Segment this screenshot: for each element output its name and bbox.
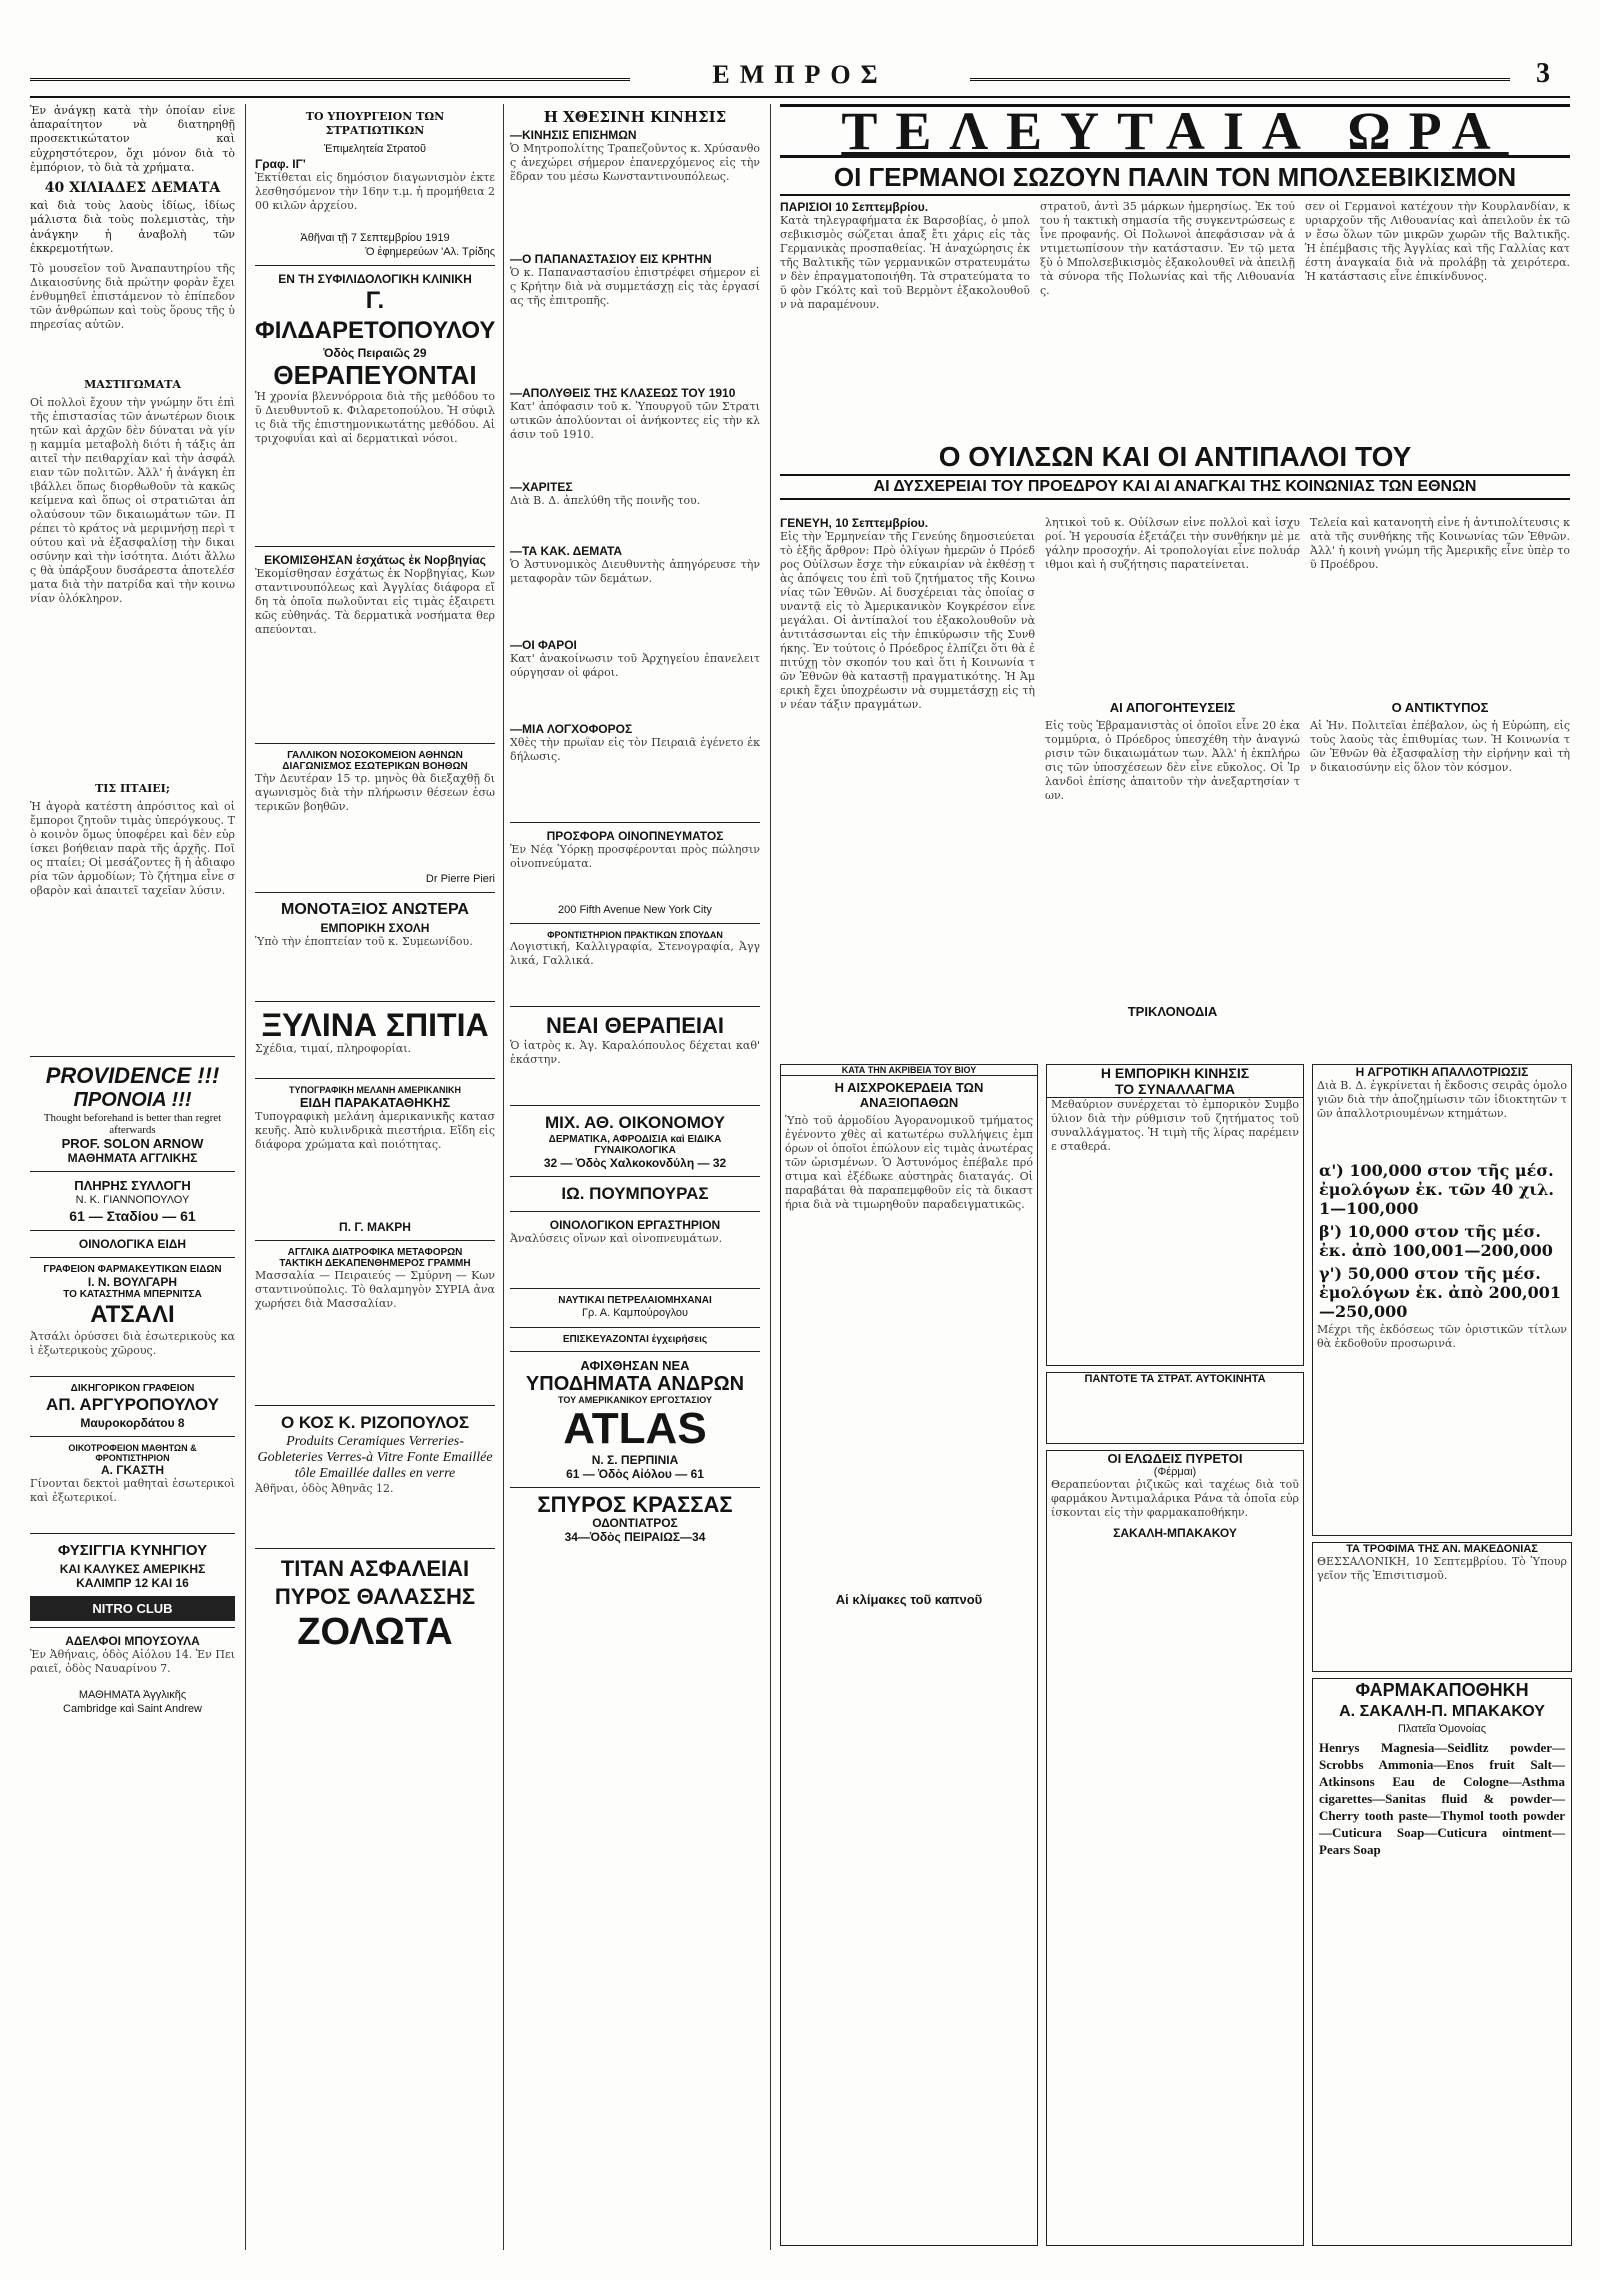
ad-kalibr: ΚΑΛΙΜΠΡ 12 ΚΑΙ 16 <box>76 1575 189 1590</box>
heading-klinik: ΕΝ ΤΗ ΣΥΦΙΛΙΔΟΛΟΓΙΚΗ ΚΛΙΝΙΚΗ <box>278 272 472 287</box>
heading-trikonodia: ΤΡΙΚΛΟΝΟΔΙΑ <box>1127 1004 1218 1019</box>
ad-afichthisan: ΑΦΙΧΘΗΣΑΝ ΝΕΑ <box>580 1357 690 1373</box>
ad-kalykes: ΚΑΙ ΚΑΛΥΚΕΣ ΑΜΕΡΙΚΗΣ <box>59 1561 206 1576</box>
heading-aischrokerdeia: Η ΑΙΣΧΡΟΚΕΡΔΕΙΑ ΤΩΝ ΑΝΑΞΙΟΠΑΘΩΝ <box>834 1080 984 1110</box>
wilson-col3: Τελεία καὶ κατανοητὴ εἶνε ἡ ἀντιπολίτευσις κατὰ τῆς συνθήκης τῆς Κοινωνίας τῶν Ἐθνῶν. Ἀλλ' ἡ κοινὴ γνώμη τῆς Ἀμερικῆς εἶνε ὑπὲρ τοῦ Προέδρου. Ο ΑΝΤΙΚΤΥΠΟΣ Αἱ Ἡν. Πολιτεῖαι ἐπέβαλον, ὡς ἡ Εὐρώπη, εἰς τοὺς λαοὺς τὰς ἐπιθυμίας των. Ἡ Κοινωνία τῶν Ἐθνῶν θὰ ἐξασφαλίσῃ τὴν εἰρήνην καὶ τὴν δικαιοσύνην εἰς ὅλον τὸν κόσμον. <box>1310 516 1570 774</box>
article-paris-col1: ΠΑΡΙΣΙΟΙ 10 Σεπτεμβρίου. Κατὰ τηλεγραφήματα ἐκ Βαρσοβίας, ὁ μπολσεβικισμὸς σώζεται ἀπαξ ἔτι χάρις εἰς τὰς Γερμανικὰς προσπαθείας. Ἡ ἀναχώρησις ἐκ τῆς Βαλτικῆς τῶν γερμανικῶν στρατευμάτων δὲν ἐπραγματοποιήθη. Τὰ στρατεύματα τοῦ φὸν Γκόλτς καὶ τοῦ Βερμὸντ ἐξακολουθοῦν νὰ παραμένουν. <box>780 200 1030 311</box>
ad-eidi: ΕΙΔΗ ΠΑΡΑΚΑΤΑΘΗΚΗΣ <box>299 1095 451 1111</box>
ad-mathimata: ΜΑΘΗΜΑΤΑ Ἀγγλικῆς <box>78 1688 187 1701</box>
ad-rizopoulos: Ο ΚΟΣ Κ. ΡΙΖΟΠΟΥΛΟΣ <box>280 1413 470 1433</box>
ad-ypodimata: ΥΠΟΔΗΜΑΤΑ ΑΝΔΡΩΝ <box>525 1372 745 1395</box>
ad-zolota: ΖΟΛΩΤΑ <box>297 1611 453 1654</box>
heading-kapnou: Αἱ κλίμακες τοῦ καπνοῦ <box>835 1592 983 1607</box>
column-1: Ἐν ἀνάγκῃ κατὰ τὴν ὁποίαν εἶνε ἀπαραίτητον νὰ διατηρηθῇ προσεκτικώτατον καὶ εὐχρηστότερον, ὄχι μόνον διὰ τὸ ἐμπόριον, τὸ διὰ τὰ χρήματα. 40 ΧΙΛΙΑΔΕΣ ΔΕΜΑΤΑ καὶ διὰ τοὺς λαοὺς ἰδίως, ἰδίως μάλιστα διὰ τοὺς πολεμιστὰς, τὴν ἀνάγκην ἡ ἀναβολὴ τῶν ἐκκρεμοτήτων. Τὸ μουσεῖον τοῦ Ἀναπαυτηρίου τῆς Δικαιοσύνης διὰ πρώτην φορὰν ἔχει ἐνθυμηθεῖ ἐπιστάμενον τὸ ἐπίπεδον τῶν ἀνθρώπων καὶ τοὺς ὅρους τῆς ὑπηρεσίας αὐτῶν. ΜΑΣΤΙΓΩΜΑΤΑ Οἱ πολλοὶ ἔχουν τὴν γνώμην ὅτι ἐπὶ τῆς ἐπιστασίας τῶν ἀνωτέρων διοικητῶν καὶ ἀρχῶν δὲν δύναται νὰ γίνῃ καμμία μεταβολὴ διότι ἡ τάξις ἀπαιτεῖ τὴν πειθαρχίαν καὶ τὴν ἀσφάλειαν τῶν πολιτῶν. Ἀλλ' ἡ ἀνάγκη ἐπιβάλλει ὅπως διορθωθοῦν τὰ κακῶς κείμενα καὶ ὅπως οἱ στρατιῶται ἀπολαύσουν τῶν δικαιωμάτων τῶν. Πρέπει τὸ κράτος νὰ μεριμνήσῃ περὶ τούτου καὶ νὰ ἐξασφαλίσῃ τὴν δικαιοσύνην καὶ τὴν ἰσότητα. Διότι ἄλλως θὰ ὑπάρξουν δυσάρεστα ἀποτελέσματα διὰ τὴν πατρίδα καὶ τὴν κοινωνίαν ὁλόκληρον. ΤΙΣ ΠΤΑΙΕΙ; Ἡ ἀγορὰ κατέστη ἀπρόσιτος καὶ οἱ ἔμποροι ζητοῦν τιμὰς ὑπερόγκους. Τὸ κοινὸν ὅμως ὑποφέρει καὶ δὲν εὑρίσκει βοήθειαν παρὰ τῆς ἀρχῆς. Ποῖος πταίει; Οἱ μεσάζοντες ἢ ἡ ἀδιαφορία τῶν ἁρμοδίων; Τὸ ζήτημα εἶνε σοβαρὸν καὶ ἀπαιτεῖ ταχεῖαν λύσιν. PROVIDENCE !!! ΠΡΟΝΟΙΑ !!! Thought beforehand is better than regret afterwards PROF. SOLON ARNOW ΜΑΘΗΜΑΤΑ ΑΓΓΛΙΚΗΣ ΠΛΗΡΗΣ ΣΥΛΛΟΓΗ Ν. Κ. ΓΙΑΝΝΟΠΟΥΛΟΥ 61 — Σταδίου — 61 ΟΙΝΟΛΟΓΙΚΑ ΕΙΔΗ ΓΡΑΦΕΙΟΝ ΦΑΡΜΑΚΕΥΤΙΚΩΝ ΕΙΔΩΝ Ι. Ν. ΒΟΥΛΓΑΡΗ ΤΟ ΚΑΤΑΣΤΗΜΑ ΜΠΕΡΝΙΤΣΑ ΑΤΣΑΛΙ Ἀτσάλι ὁρύσσει διὰ ἐσωτερικοὺς καὶ ἐξωτερικοὺς χῶρους. ΔΙΚΗΓΟΡΙΚΟΝ ΓΡΑΦΕΙΟΝ ΑΠ. ΑΡΓΥΡΟΠΟΥΛΟΥ Μαυροκορδάτου 8 ΟΙΚΟΤΡΟΦΕΙΟΝ ΜΑΘΗΤΩΝ & ΦΡΟΝΤΙΣΤΗΡΙΟΝ Α. ΓΚΑΣΤΗ Γίνονται δεκτοὶ μαθηταὶ ἐσωτερικοὶ καὶ ἐξωτερικοί. ΦΥΣΙΓΓΙΑ ΚΥΝΗΓΙΟΥ ΚΑΙ ΚΑΛΥΚΕΣ ΑΜΕΡΙΚΗΣ ΚΑΛΙΜΠΡ 12 ΚΑΙ 16 NITRO CLUB ΑΔΕΛΦΟΙ ΜΠΟΥΣΟΥΛΑ Ἐν Ἀθήναις, ὁδὸς Αἰόλου 14. Ἐν Πειραιεῖ, ὁδὸς Ναυαρίνου 7. ΜΑΘΗΜΑΤΑ Ἀγγλικῆς Cambridge καὶ Saint Andrew <box>30 104 235 1715</box>
ad-broadway: 200 Fifth Avenue New York City <box>558 904 712 917</box>
ad-providence-text: Thought beforehand is better than regret afterwards <box>43 1112 222 1137</box>
ad-oikotrofeion: ΟΙΚΟΤΡΟΦΕΙΟΝ ΜΑΘΗΤΩΝ & ΦΡΟΝΤΙΣΤΗΡΙΟΝ <box>68 1442 197 1463</box>
sub-kinisis: —ΚΙΝΗΣΙΣ ΕΠΙΣΗΜΩΝ <box>510 128 637 143</box>
ad-dermatika: ΔΕΡΜΑΤΙΚΑ, ΑΦΡΟΔΙΣΙΑ καὶ ΕΙΔΙΚΑ ΓΥΝΑΙΚΟΛΟΓΙΚΑ <box>548 1134 722 1157</box>
ad-krassas: ΣΠΥΡΟΣ ΚΡΑΣΣΑΣ <box>537 1491 733 1517</box>
heading-kinisis: Η ΧΘΕΣΙΝΗ ΚΙΝΗΣΙΣ <box>543 108 727 126</box>
box-pantote <box>1046 1372 1304 1444</box>
ad-diikitikon: ΔΙΚΗΓΟΡΙΚΟΝ ΓΡΑΦΕΙΟΝ <box>70 1382 195 1394</box>
ad-oinologikon: ΟΙΝΟΛΟΓΙΚΟΝ ΕΡΓΑΣΤΗΡΙΟΝ <box>549 1218 721 1233</box>
ad-katastima: ΤΟ ΚΑΤΑΣΤΗΜΑ ΜΠΕΡΝΙΤΣΑ <box>63 1288 202 1300</box>
ad-gkastis: Α. ΓΚΑΣΤΗ <box>100 1462 165 1477</box>
ad-poumpouras: ΙΩ. ΠΟΥΜΠΟΥΡΑΣ <box>561 1184 709 1204</box>
ad-therapeuontai: ΘΕΡΑΠΕΥΟΝΤΑΙ <box>273 360 477 391</box>
sub-mia-logoforos: —ΜΙΑ ΛΟΓΧΟΦΟΡΟΣ <box>510 722 633 737</box>
headline-mastigomata: ΜΑΣΤΙΓΩΜΑΤΑ <box>84 378 181 392</box>
ad-gallikon: ΓΑΛΛΙΚΟΝ ΝΟΣΟΚΟΜΕΙΟΝ ΑΘΗΝΩΝ <box>287 750 463 762</box>
ad-makri: Π. Γ. ΜΑΚΡΗ <box>339 1220 411 1235</box>
heading-plateia: Πλατεῖα Ὁμονοίας <box>1397 1723 1487 1735</box>
ad-emporiki-scholi: ΕΜΠΟΡΙΚΗ ΣΧΟΛΗ <box>320 921 430 936</box>
ad-titan: ΤΙΤΑΝ ΑΣΦΑΛΕΙΑΙ ΠΥΡΟΣ ΘΑΛΑΣΣΗΣ <box>274 1556 476 1610</box>
ad-mpousoula: ΑΔΕΛΦΟΙ ΜΠΟΥΣΟΥΛΑ <box>65 1633 200 1648</box>
ad-fildaretopoulou: Γ. ΦΙΛΔΑΡΕΤΟΠΟΥΛΟΥ <box>255 287 495 345</box>
signature: Ὁ ἐφημερεύων 'Αλ. Τρίδης <box>365 245 495 258</box>
ad-chalkokondyli: 32 — Ὁδὸς Χαλκοκονδύλη — 32 <box>543 1156 727 1171</box>
heading-sakali: Α. ΣΑΚΑΛΗ-Π. ΜΠΑΚΑΚΟΥ <box>1339 1703 1545 1720</box>
ad-amerikanikou: ΤΟΥ ΑΜΕΡΙΚΑΝΙΚΟΥ ΕΡΓΟΣΤΑΣΙΟΥ <box>558 1394 712 1405</box>
ad-kambourogou: Γρ. Α. Καμπούρογλου <box>581 1307 689 1320</box>
masthead-rule-left <box>30 78 630 81</box>
ad-oikonomou: ΜΙΧ. ΑΘ. ΟΙΚΟΝΟΜΟΥ <box>545 1113 725 1133</box>
ad-atlas: ATLAS <box>563 1403 707 1453</box>
ad-agglika-diatrofes: ΑΓΓΛΙΚΑ ΔΙΑΤΡΟΦΙΚΑ ΜΕΤΑΦΟΡΩΝ <box>287 1247 463 1259</box>
ad-neai-therapeiai: ΝΕΑΙ ΘΕΡΑΠΕΙΑΙ <box>545 1013 725 1039</box>
dateline-geneva: ΓΕΝΕΥΗ, 10 Σεπτεμβρίου. <box>780 516 929 530</box>
ad-taktiki: ΤΑΚΤΙΚΗ ΔΕΚΑΠΕΝΘΗΜΕΡΟΣ ΓΡΑΜΜΗ <box>279 1258 471 1270</box>
ad-typografia: ΤΥΠΟΓΡΑΦΙΚΗ ΜΕΛΑΝΗ ΑΜΕΡΙΚΑΝΙΚΗ <box>288 1085 462 1096</box>
ad-frontistirion: ΦΡΟΝΤΙΣΤΗΡΙΟΝ ΠΡΑΚΤΙΚΩΝ ΣΠΟΥΔΑΝ <box>547 930 723 941</box>
heading-sakali2: ΣΑΚΑΛΗ-ΜΠΑΚΑΚΟΥ <box>1113 1526 1237 1540</box>
sub-ta-kak: —ΤΑ ΚΑΚ. ΔΕΜΑΤΑ <box>510 544 623 559</box>
heading-synallagma: ΤΟ ΣΥΝΑΛΛΑΓΜΑ <box>1047 1081 1303 1098</box>
ad-nautikai: ΝΑΥΤΙΚΑΙ ΠΕΤΡΕΛΑΙΟΜΗΧΑΝΑΙ <box>558 1295 712 1307</box>
ad-argyropoulou: ΑΠ. ΑΡΓΥΡΟΠΟΥΛΟΥ <box>46 1394 219 1414</box>
box-farmakapothiki <box>1312 1678 1572 2246</box>
masthead <box>30 58 1570 98</box>
subhead-dyscheries: ΑΙ ΔΥΣΧΕΡΕΙΑΙ ΤΟΥ ΠΡΟΕΔΡΟΥ ΚΑΙ ΑΙ ΑΝΑΓΚΑΙ ΤΗΣ ΚΟΙΝΩΝΙΑΣ ΤΩΝ ΕΘΝΩΝ <box>780 474 1570 500</box>
heading-ealdeis: ΟΙ ΕΛΩΔΕΙΣ ΠΥΡΕΤΟΙ <box>1107 1451 1243 1466</box>
ad-aiolou: 61 — Ὁδὸς Αἰόλου — 61 <box>566 1466 704 1481</box>
ad-perpinia: Ν. Σ. ΠΕΡΠΙΝΙΑ <box>591 1452 679 1467</box>
field-row: β') 10,000 στον τῆς μέσ. ἐκ. ἀπὸ 100,001—200,000 <box>1319 1222 1553 1260</box>
ad-mavrokordatou: Μαυροκορδάτου 8 <box>80 1415 185 1430</box>
heading-akriveia: ΚΑΤΑ ΤΗΝ ΑΚΡΙΒΕΙΑ ΤΟΥ ΒΙΟΥ <box>781 1065 1037 1076</box>
page-number: 3 <box>1536 58 1550 89</box>
newspaper-name: ΕΜΠΡΟΣ <box>712 60 888 89</box>
ad-prosfora: ΠΡΟΣΦΟΡΑ ΟΙΝΟΠΝΕΥΜΑΤΟΣ <box>546 829 724 844</box>
ad-produits: Produits Ceramiques Verreries-Gobleteries Verres-à Vitre Fonte Emaillée tôle Emaillée dalles en verre <box>257 1434 493 1482</box>
heading-antiktypos: Ο ΑΝΤΙΚΤΥΠΟΣ <box>1391 700 1489 715</box>
body-text-block: Οἱ πολλοὶ ἔχουν τὴν γνώμην ὅτι ἐπὶ τῆς ἐπιστασίας τῶν ἀνωτέρων διοικητῶν καὶ ἀρχῶν δὲν δύναται νὰ γίνῃ καμμία μεταβολὴ διότι ἡ τάξις ἀπαιτεῖ τὴν πειθαρχίαν καὶ τὴν ἀσφάλειαν τῶν πολιτῶν. Ἀλλ' ἡ ἀνάγκη ἐπιβάλλει ὅπως διορθωθοῦν τὰ κακῶς κείμενα καὶ ὅπως οἱ στρατιῶται ἀπολαύσουν τῶν δικαιωμάτων τῶν. Πρέπει τὸ κράτος νὰ μεριμνήσῃ περὶ τούτου καὶ νὰ ἐξασφαλίσῃ τὴν δικαιοσύνην καὶ τὴν ἰσότητα. Διότι ἄλλως θὰ ὑπάρξουν δυσάρεστα ἀποτελέσματα διὰ τὴν πατρίδα καὶ τὴν κοινωνίαν ὁλόκληρον. <box>30 396 235 606</box>
box-trofima: ΤΑ ΤΡΟΦΙΜΑ ΤΗΣ ΑΝ. ΜΑΚΕΔΟΝΙΑΣ ΘΕΣΣΑΛΟΝΙΚΗ, 10 Σεπτεμβρίου. Τὸ Ὑπουργεῖον τῆς Ἐπισιτισμοῦ. <box>1312 1542 1572 1672</box>
body-text-block: Ἡ ἀγορὰ κατέστη ἀπρόσιτος καὶ οἱ ἔμποροι ζητοῦν τιμὰς ὑπερόγκους. Τὸ κοινὸν ὅμως ὑποφέρει καὶ δὲν εὑρίσκει βοήθειαν παρὰ τῆς ἀρχῆς. Ποῖος πταίει; Οἱ μεσάζοντες ἢ ἡ ἀδιαφορία τῶν ἁρμοδίων; Τὸ ζήτημα εἶνε σοβαρὸν καὶ ἀπαιτεῖ ταχεῖαν λύσιν. <box>30 800 235 898</box>
ad-nitro-club: NITRO CLUB <box>30 1596 235 1621</box>
column-2: ΤΟ ΥΠΟΥΡΓΕΙΟΝ ΤΩΝ ΣΤΡΑΤΙΩΤΙΚΩΝ Ἐπιμελητεία Στρατοῦ Γραφ. ΙΓ' Ἐκτίθεται εἰς δημόσιον διαγωνισμὸν ἐκτελεσθησόμενον τὴν 16ην τ.μ. ἡ προμήθεια 200 κιλῶν ἀρχείου. Ἀθῆναι τῇ 7 Σεπτεμβρίου 1919 Ὁ ἐφημερεύων 'Αλ. Τρίδης ΕΝ ΤΗ ΣΥΦΙΛΙΔΟΛΟΓΙΚΗ ΚΛΙΝΙΚΗ Γ. ΦΙΛΔΑΡΕΤΟΠΟΥΛΟΥ Ὁδὸς Πειραιῶς 29 ΘΕΡΑΠΕΥΟΝΤΑΙ Ἡ χρονία βλεννόρροια διὰ τῆς μεθόδου τοῦ Διευθυντοῦ κ. Φιλαρετοπούλου. Ἡ σύφιλις διὰ τῆς ἐπιστημονικωτάτης μεθόδου. Αἱ τριχοφυΐαι καὶ αἱ δερματικαὶ νόσοι. ΕΚΟΜΙΣΘΗΣΑΝ ἐσχάτως ἐκ Νορβηγίας Ἐκομίσθησαν ἐσχάτως ἐκ Νορβηγίας, Κωνσταντινουπόλεως καὶ Ἀγγλίας διάφορα εἴδη τὰ ὁποῖα πωλοῦνται εἰς τιμὰς ἐξαιρετικῶς εὐθηνάς. Τὰ δερματικὰ νοσήματα θεραπεύονται. ΓΑΛΛΙΚΟΝ ΝΟΣΟΚΟΜΕΙΟΝ ΑΘΗΝΩΝ ΔΙΑΓΩΝΙΣΜΟΣ ΕΣΩΤΕΡΙΚΩΝ ΒΟΗΘΩΝ Τὴν Δευτέραν 15 τρ. μηνὸς θὰ διεξαχθῇ διαγωνισμὸς διὰ τὴν πλήρωσιν θέσεων ἐσωτερικῶν βοηθῶν. Dr Pierre Pieri ΜΟΝΟΤΑΞΙΟΣ ΑΝΩΤΕΡΑ ΕΜΠΟΡΙΚΗ ΣΧΟΛΗ Ὑπὸ τὴν ἐποπτείαν τοῦ κ. Συμεωνίδου. ΞΥΛΙΝΑ ΣΠΙΤΙΑ Σχέδια, τιμαί, πληροφορίαι. ΤΥΠΟΓΡΑΦΙΚΗ ΜΕΛΑΝΗ ΑΜΕΡΙΚΑΝΙΚΗ ΕΙΔΗ ΠΑΡΑΚΑΤΑΘΗΚΗΣ Τυπογραφικὴ μελάνη ἀμερικανικῆς κατασκευῆς. Ἀπὸ κυλινδρικὰ πιεστήρια. Εἴδη εἰς διάφορα χρώματα καὶ ποιότητας. Π. Γ. ΜΑΚΡΗ ΑΓΓΛΙΚΑ ΔΙΑΤΡΟΦΙΚΑ ΜΕΤΑΦΟΡΩΝ ΤΑΚΤΙΚΗ ΔΕΚΑΠΕΝΘΗΜΕΡΟΣ ΓΡΑΜΜΗ Μασσαλία — Πειραιεύς — Σμύρνη — Κωνσταντινούπολις. Τὸ θαλαμηγὸν ΣΥΡΙΑ ἀναχωρήσει διὰ Μασσαλίαν. Ο ΚΟΣ Κ. ΡΙΖΟΠΟΥΛΟΣ Produits Ceramiques Verreries-Gobleteries Verres-à Vitre Fonte Emaillée tôle Emaillée dalles en verre Ἀθῆναι, ὁδὸς Ἀθηνᾶς 12. ΤΙΤΑΝ ΑΣΦΑΛΕΙΑΙ ΠΥΡΟΣ ΘΑΛΑΣΣΗΣ ΖΟΛΩΤΑ <box>255 110 495 1654</box>
ad-odos-peiraios: Ὁδὸς Πειραιῶς 29 <box>323 346 427 361</box>
heading-pantote: ΠΑΝΤΟΤΕ ΤΑ ΣΤΡΑΤ. ΑΥΤΟΚΙΝΗΤΑ <box>1084 1373 1266 1385</box>
ad-episkevazon: ΕΠΙΣΚΕΥΑΖΟΝΤΑΙ ἐγχειρήσεις <box>562 1333 708 1345</box>
heading-farmakapothiki: ΦΑΡΜΑΚΑΠΟΘΗΚΗ <box>1355 1680 1529 1700</box>
box-aischrokerdeia: ΚΑΤΑ ΤΗΝ ΑΚΡΙΒΕΙΑ ΤΟΥ ΒΙΟΥ Η ΑΙΣΧΡΟΚΕΡΔΕΙΑ ΤΩΝ ΑΝΑΞΙΟΠΑΘΩΝ Ὑπὸ τοῦ ἁρμοδίου Ἀγορανομικοῦ τμήματος ἐγένοντο χθὲς αἱ κατωτέρω συλλήψεις ἐμπόρων οἱ ὁποῖοι ἐπώλουν εἰς τιμὰς ἀνωτέρας τῶν ὡρισμένων. Ὁ Ἀστυνόμος ἐπέβαλε πρόστιμα καὶ ἐξέδωκε αὐστηρὰς διαταγάς. Οἱ παραβάται θὰ παραπεμφθοῦν εἰς τὰ δικαστήρια διὰ νὰ τιμωρηθοῦν παραδειγματικῶς. Αἱ κλίμακες τοῦ καπνοῦ <box>780 1064 1038 2246</box>
intro-text: Ἐν ἀνάγκῃ κατὰ τὴν ὁποίαν εἶνε ἀπαραίτητον νὰ διατηρηθῇ προσεκτικώτατον καὶ εὐχρηστότερον, ὄχι μόνον διὰ τὸ ἐμπόριον, τὸ διὰ τὰ χρήματα. <box>30 104 235 174</box>
ad-grafeion: ΓΡΑΦΕΙΟΝ ΦΑΡΜΑΚΕΥΤΙΚΩΝ ΕΙΔΩΝ <box>43 1263 222 1275</box>
ad-cambridge: Cambridge καὶ Saint Andrew <box>63 1702 202 1715</box>
box-emporiki: Η ΕΜΠΟΡΙΚΗ ΚΙΝΗΣΙΣ ΤΟ ΣΥΝΑΛΛΑΓΜΑ Μεθαύριον συνέρχεται τὸ ἐμπορικὸν Συμβούλιον διὰ τὴν ρύθμισιν τοῦ ζητήματος τοῦ συναλλάγματος. Ἡ τιμὴ τῆς λίρας παρέμεινε σταθερά. <box>1046 1064 1304 1366</box>
ad-peiraios: 34—Ὁδὸς ΠΕΙΡΑΙΩΣ—34 <box>564 1529 706 1544</box>
sub-charites: —ΧΑΡΙΤΕΣ <box>510 480 573 495</box>
ad-kannopoulos: Ν. Κ. ΓΙΑΝΝΟΠΟΥΛΟΥ <box>75 1194 190 1207</box>
ad-providence-title: PROVIDENCE !!! <box>45 1063 220 1089</box>
headline-40-thousand: 40 ΧΙΛΙΑΔΕΣ ΔΕΜΑΤΑ <box>44 180 221 197</box>
heading-trofima: ΤΑ ΤΡΟΦΙΜΑ ΤΗΣ ΑΝ. ΜΑΚΕΔΟΝΙΑΣ <box>1346 1543 1538 1555</box>
ad-xylina: ΞΥΛΙΝΑ ΣΠΙΤΙΑ <box>261 1007 489 1044</box>
ad-diagonismos: ΔΙΑΓΩΝΙΣΜΟΣ ΕΣΩΤΕΡΙΚΩΝ ΒΟΗΘΩΝ <box>282 761 468 773</box>
heading-ypourgeion-sub: Ἐπιμελητεία Στρατοῦ <box>324 143 426 156</box>
ad-stadiou: 61 — Σταδίου — 61 <box>69 1207 196 1224</box>
column-3: Η ΧΘΕΣΙΝΗ ΚΙΝΗΣΙΣ —ΚΙΝΗΣΙΣ ΕΠΙΣΗΜΩΝ Ὁ Μητροπολίτης Τραπεζοῦντος κ. Χρύσανθος ἀνεχώρει σήμερον ἐπανερχόμενος εἰς τὴν ἕδραν του μέσω Κωνσταντινουπόλεως. —Ο ΠΑΠΑΝΑΣΤΑΣΙΟΥ ΕΙΣ ΚΡΗΤΗΝ Ὁ κ. Παπαναστασίου ἐπιστρέφει σήμερον εἰς Κρήτην διὰ νὰ συμμετάσχῃ εἰς τὰς ἐργασίας τῆς ἐπιτροπῆς. —ΑΠΟΛΥΘΕΙΣ ΤΗΣ ΚΛΑΣΕΩΣ ΤΟΥ 1910 Κατ' ἀπόφασιν τοῦ κ. Ὑπουργοῦ τῶν Στρατιωτικῶν ἀπολύονται οἱ ἀνήκοντες εἰς τὴν κλάσιν τοῦ 1910. —ΧΑΡΙΤΕΣ Διὰ Β. Δ. ἀπελύθη τῆς ποινῆς του. —ΤΑ ΚΑΚ. ΔΕΜΑΤΑ Ὁ Ἀστυνομικὸς Διευθυντὴς ἀπηγόρευσε τὴν μεταφορὰν τῶν δεμάτων. —ΟΙ ΦΑΡΟΙ Κατ' ἀνακοίνωσιν τοῦ Ἀρχηγείου ἐπανελειτούργησαν οἱ φάροι. —ΜΙΑ ΛΟΓΧΟΦΟΡΟΣ Χθὲς τὴν πρωΐαν εἰς τὸν Πειραιᾶ ἐγένετο ἐκδήλωσις. ΠΡΟΣΦΟΡΑ ΟΙΝΟΠΝΕΥΜΑΤΟΣ Ἐν Νέᾳ Ὑόρκῃ προσφέρονται πρὸς πώλησιν οἰνοπνεύματα. 200 Fifth Avenue New York City ΦΡΟΝΤΙΣΤΗΡΙΟΝ ΠΡΑΚΤΙΚΩΝ ΣΠΟΥΔΑΝ Λογιστική, Καλλιγραφία, Στενογραφία, Ἀγγλικά, Γαλλικά. ΝΕΑΙ ΘΕΡΑΠΕΙΑΙ Ὁ ἰατρὸς κ. Ἀγ. Καραλόπουλος δέχεται καθ' ἑκάστην. ΜΙΧ. ΑΘ. ΟΙΚΟΝΟΜΟΥ ΔΕΡΜΑΤΙΚΑ, ΑΦΡΟΔΙΣΙΑ καὶ ΕΙΔΙΚΑ ΓΥΝΑΙΚΟΛΟΓΙΚΑ 32 — Ὁδὸς Χαλκοκονδύλη — 32 ΙΩ. ΠΟΥΜΠΟΥΡΑΣ ΟΙΝΟΛΟΓΙΚΟΝ ΕΡΓΑΣΤΗΡΙΟΝ Ἀναλύσεις οἴνων καὶ οἰνοπνευμάτων. ΝΑΥΤΙΚΑΙ ΠΕΤΡΕΛΑΙΟΜΗΧΑΝΑΙ Γρ. Α. Καμπούρογλου ΕΠΙΣΚΕΥΑΖΟΝΤΑΙ ἐγχειρήσεις ΑΦΙΧΘΗΣΑΝ ΝΕΑ ΥΠΟΔΗΜΑΤΑ ΑΝΔΡΩΝ ΤΟΥ ΑΜΕΡΙΚΑΝΙΚΟΥ ΕΡΓΟΣΤΑΣΙΟΥ ATLAS Ν. Σ. ΠΕΡΠΙΝΙΑ 61 — Ὁδὸς Αἰόλου — 61 ΣΠΥΡΟΣ ΚΡΑΣΣΑΣ ΟΔΟΝΤΙΑΤΡΟΣ 34—Ὁδὸς ΠΕΙΡΑΙΩΣ—34 <box>510 108 760 1544</box>
headline-wilson: Ο ΟΥΙΛΣΩΝ ΚΑΙ ΟΙ ΑΝΤΙΠΑΛΟΙ ΤΟΥ <box>938 441 1412 472</box>
products-list: Henrys Magnesia—Seidlitz powder—Scrobbs Ammonia—Enos fruit Salt—Atkinsons Eau de Cologne—Asthma cigarettes—Sanitas fluid & powder—Cherry tooth paste—Thymol tooth powder—Cuticura Soap—Cuticura ointment—Pears Soap <box>1319 1740 1565 1857</box>
heading-fermak: (Φέρμαι) <box>1153 1466 1197 1478</box>
ad-oinologika: ΟΙΝΟΛΟΓΙΚΑ ΕΙΔΗ <box>78 1236 187 1251</box>
ad-syllogi: ΠΛΗΡΗΣ ΣΥΛΛΟΓΗ <box>74 1178 191 1194</box>
sub-apolytheis: —ΑΠΟΛΥΘΕΙΣ ΤΗΣ ΚΛΑΣΕΩΣ ΤΟΥ 1910 <box>510 386 736 401</box>
column-divider <box>503 104 504 2250</box>
column-divider <box>245 104 246 2250</box>
heading-agrotiki: Η ΑΓΡΟΤΙΚΗ ΑΠΑΛΛΟΤΡΙΩΣΙΣ <box>1355 1065 1529 1079</box>
heading-ypourgeion: ΤΟ ΥΠΟΥΡΓΕΙΟΝ ΤΩΝ ΣΤΡΑΤΙΩΤΙΚΩΝ <box>305 110 445 138</box>
dateline-paris: ΠΑΡΙΣΙΟΙ 10 Σεπτεμβρίου. <box>780 200 929 214</box>
ad-atsali: ΑΤΣΑΛΙ <box>90 1300 175 1328</box>
ad-solon-name: PROF. SOLON ARNOW <box>61 1136 204 1152</box>
ad-pierre: Dr Pierre Pieri <box>425 873 495 886</box>
column-divider <box>770 104 771 2250</box>
sub-papanastasiou: —Ο ΠΑΠΑΝΑΣΤΑΣΙΟΥ ΕΙΣ ΚΡΗΤΗΝ <box>510 252 712 267</box>
ad-ekomisthisan: ΕΚΟΜΙΣΘΗΣΑΝ ἐσχάτως ἐκ Νορβηγίας <box>264 553 486 568</box>
paragraph: καὶ διὰ τοὺς λαοὺς ἰδίως, ἰδίως μάλιστα διὰ τοὺς πολεμιστὰς, τὴν ἀνάγκην ἡ ἀναβολὴ τῶν ἐκκρεμοτήτων. <box>30 199 235 255</box>
headline-who-is-to-blame: ΤΙΣ ΠΤΑΙΕΙ; <box>95 782 170 796</box>
ad-voulgari: Ι. Ν. ΒΟΥΛΓΑΡΗ <box>87 1274 178 1289</box>
ad-solon-sub: ΜΑΘΗΜΑΤΑ ΑΓΓΛΙΚΗΣ <box>67 1151 198 1166</box>
body-text-block: Τὸ μουσεῖον τοῦ Ἀναπαυτηρίου τῆς Δικαιοσύνης διὰ πρώτην φορὰν ἔχει ἐνθυμηθεῖ ἐπιστάμενον τὸ ἐπίπεδον τῶν ἀνθρώπων καὶ τοὺς ὅρους τῆς ὑπηρεσίας αὐτῶν. <box>30 262 235 332</box>
masthead-rule-right <box>970 78 1510 81</box>
heading-emporiki: Η ΕΜΠΟΡΙΚΗ ΚΙΝΗΣΙΣ <box>1100 1065 1250 1081</box>
headline-germans: ΟΙ ΓΕΡΜΑΝΟΙ ΣΩΖΟΥΝ ΠΑΛΙΝ ΤΟΝ ΜΠΟΛΣΕΒΙΚΙΣΜΟΝ <box>780 160 1570 196</box>
sub-o-faros: —ΟΙ ΦΑΡΟΙ <box>510 638 577 653</box>
heading-apogoiteuseis: ΑΙ ΑΠΟΓΟΗΤΕΥΣΕΙΣ <box>1109 700 1236 715</box>
article-wilson <box>780 440 1570 500</box>
graf-label: Γραφ. ΙΓ' <box>255 156 306 171</box>
field-row: γ') 50,000 στον τῆς μέσ. ἐμολόγων ἐκ. ἀπὸ 200,001—250,000 <box>1319 1264 1561 1321</box>
box-ealdeis: ΟΙ ΕΛΩΔΕΙΣ ΠΥΡΕΤΟΙ (Φέρμαι) Θεραπεύονται ῥιζικῶς καὶ ταχέως διὰ τοῦ φαρμάκου Ἀντιμαλάρικα Ράνα τὰ ὁποῖα εὑρίσκονται εἰς τὴν φαρμακαποθήκην. ΣΑΚΑΛΗ-ΜΠΑΚΑΚΟΥ <box>1046 1450 1304 2246</box>
ad-pronoia-title: ΠΡΟΝΟΙΑ !!! <box>73 1089 192 1112</box>
ad-fysigia: ΦΥΣΙΓΓΙΑ ΚΥΝΗΓΙΟΥ <box>57 1541 208 1559</box>
date-line: Ἀθῆναι τῇ 7 Σεπτεμβρίου 1919 <box>300 231 450 244</box>
field-row: α') 100,000 στον τῆς μέσ. ἐμολόγων ἐκ. τῶν 40 χιλ. 1—100,000 <box>1319 1161 1554 1218</box>
article-paris-col3: σεν οἱ Γερμανοὶ κατέχουν τὴν Κουρλανδίαν, κυριαρχοῦν τῆς Λιθουανίας καὶ ἀπειλοῦν ἐκ τῶν ἔσω ὅλων τῶν μικρῶν χωρῶν τῆς Βαλτικῆς. Ἡ ἐπέμβασις τῆς Ἀγγλίας καὶ τῆς Γαλλίας κατέστη ἀναγκαία διὰ νὰ προλάβῃ τὰ χειρότερα. Ἡ κατάστασις εἶνε ἐπικίνδυνος. <box>1305 200 1570 283</box>
article-paris-col2: στρατοῦ, ἀντὶ 35 μάρκων ἡμερησίως. Ἐκ τούτου ἡ τακτικὴ σημασία τῆς συγκεντρώσεως εἶνε προφανής. Οἱ Πολωνοὶ ἀπεφάσισαν νὰ ἀντιμετωπίσουν τὴν κατάστασιν. Ἐν τῷ μεταξὺ ὁ Μπολσεβικισμὸς ἐξακολουθεῖ νὰ ἀπειλῇ τὰ σύνορα τῆς Πολωνίας καὶ τῆς Λιθουανίας. <box>1040 200 1295 297</box>
ad-odontiatros: ΟΔΟΝΤΙΑΤΡΟΣ <box>592 1515 678 1530</box>
headline-last-hour: ΤΕΛΕΥΤΑΙΑ ΩΡΑ <box>780 104 1570 158</box>
ad-monotaxios: ΜΟΝΟΤΑΞΙΟΣ ΑΝΩΤΕΡΑ <box>281 901 469 919</box>
trikonodia-section <box>1045 1000 1300 1060</box>
wilson-col2: λητικοὶ τοῦ κ. Οὐίλσων εἶνε πολλοὶ καὶ ἰσχυροί. Ἡ γερουσία ἐξετάζει τὴν συνθήκην μὲ μεγάλην προσοχήν. Αἱ τροπολογίαι εἶνε πολυάριθμοι καὶ ἡ συζήτησις παρατείνεται. ΑΙ ΑΠΟΓΟΗΤΕΥΣΕΙΣ Εἰς τοὺς Ἑβραμανιστὰς οἱ ὁποῖοι εἶνε 20 ἑκατομμύρια, ὁ Πρόεδρος ὑπεσχέθη τὴν ἀναγνώρισιν τῶν δικαιωμάτων των. Ἀλλ' ἡ ἐκπλήρωσις τῶν ὑποσχέσεων δὲν εἶνε εὔκολος. Οἱ Ἰρλανδοὶ ἐπίσης ἀπαιτοῦν τὴν ἀνεξαρτησίαν των. <box>1045 516 1300 802</box>
wilson-col1: ΓΕΝΕΥΗ, 10 Σεπτεμβρίου. Εἰς τὴν Ἑρμηνείαν τῆς Γενεύης δημοσιεύεται τὸ ἑξῆς ἄρθρον: Πρὸ ὀλίγων ἡμερῶν ὁ Πρόεδρος Οὐίλσων ἔσχε τὴν εὐκαιρίαν νὰ ἐκθέσῃ τὰς ἀπόψεις του ἐπὶ τοῦ ζητήματος τῆς Κοινωνίας τῶν Ἐθνῶν. Αἱ δυσχέρειαι τὰς ὁποίας συναντᾷ εἰς τὸ Ἀμερικανικὸν Κογκρέσον εἶνε μεγάλαι. Οἱ ἀντίπαλοί του ἐξακολουθοῦν νὰ ἀντιτάσσωνται εἰς τὴν ἐπικύρωσιν τῆς Συνθήκης. Ἐν τούτοις ὁ Πρόεδρος ἐλπίζει ὅτι θὰ ἐπιτύχῃ τὸν σκοπόν του καὶ ὅτι ἡ Κοινωνία τῶν Ἐθνῶν θὰ καταστῇ πραγματικότης. Ἡ Ἀμερικὴ ἔχει ὑποχρέωσιν νὰ συμμετάσχῃ εἰς τὴν νέαν τάξιν πραγμάτων. <box>780 516 1035 711</box>
box-agrotiki: Η ΑΓΡΟΤΙΚΗ ΑΠΑΛΛΟΤΡΙΩΣΙΣ Διὰ Β. Δ. ἐγκρίνεται ἡ ἔκδοσις σειρᾶς ὁμολογιῶν διὰ τὴν ἀποζημίωσιν τῶν ἰδιοκτητῶν τῶν ἀπαλλοτριουμένων κτημάτων. α') 100,000 στον τῆς μέσ. ἐμολόγων ἐκ. τῶν 40 χιλ. 1—100,000 β') 10,000 στον τῆς μέσ. ἐκ. ἀπὸ 100,001—200,000 γ') 50,000 στον τῆς μέσ. ἐμολόγων ἐκ. ἀπὸ 200,001—250,000 Μέχρι τῆς ἐκδόσεως τῶν ὁριστικῶν τίτλων θὰ ἐκδοθοῦν προσωρινά. <box>1312 1064 1572 1536</box>
